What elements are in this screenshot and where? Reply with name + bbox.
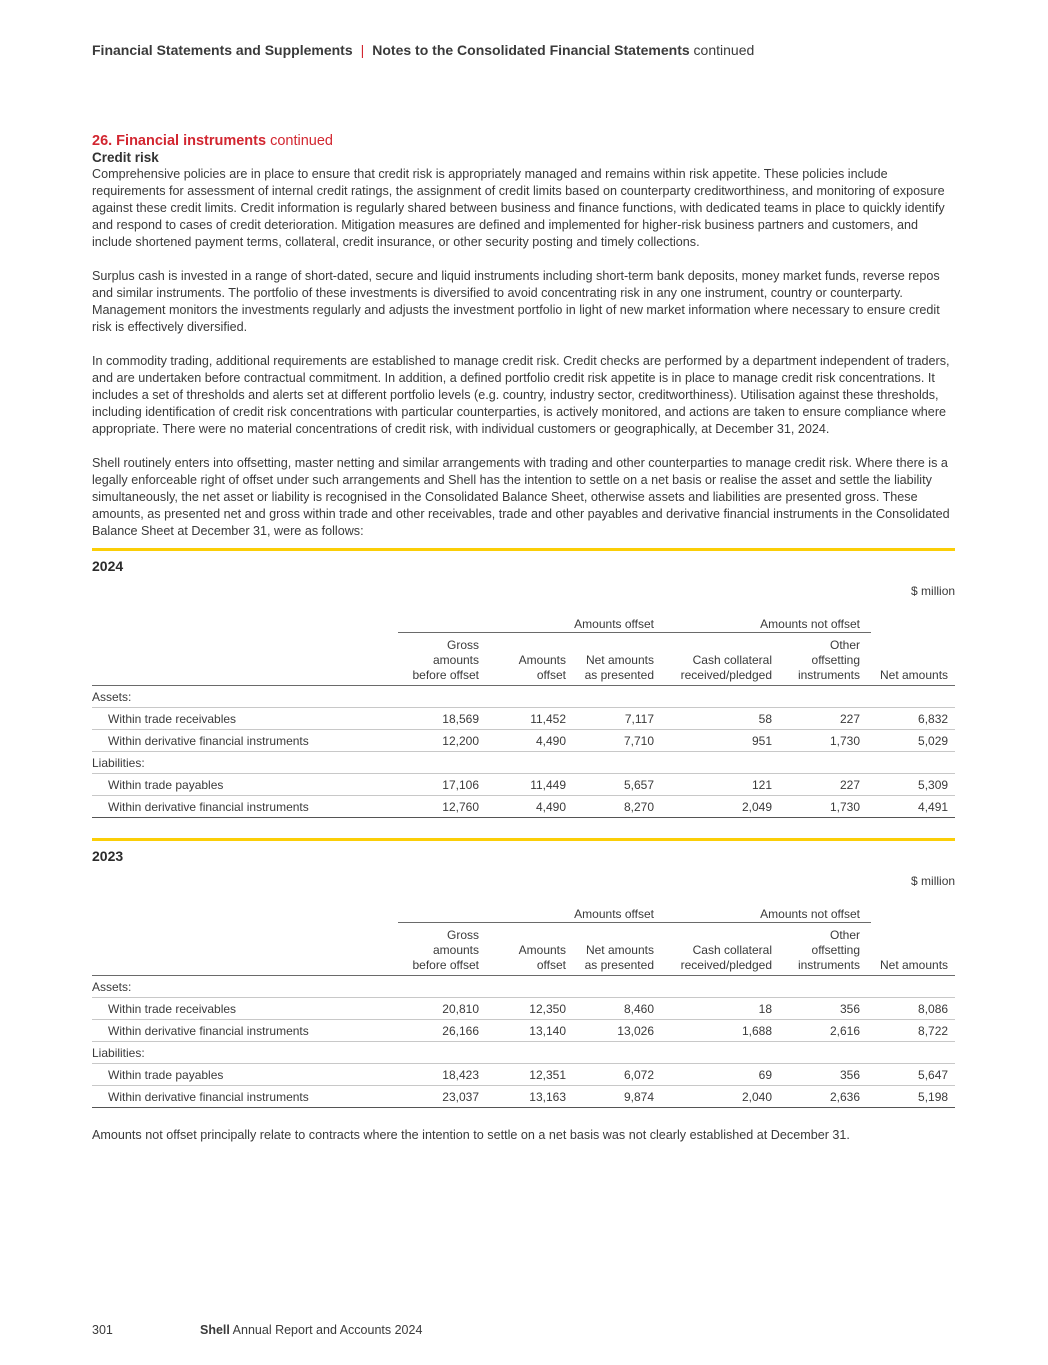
- cell: 5,029: [871, 730, 955, 752]
- table-row: [92, 796, 955, 818]
- cell: 8,270: [577, 796, 665, 818]
- cell: 5,309: [871, 774, 955, 796]
- cell: 4,490: [490, 796, 577, 818]
- row-label: Within derivative financial instruments: [92, 730, 398, 752]
- cell: 4,491: [871, 796, 955, 818]
- cell: 23,037: [398, 1086, 490, 1108]
- row-label: Within trade receivables: [92, 708, 398, 730]
- group-label: Liabilities:: [92, 752, 955, 774]
- cell: 1,688: [665, 1020, 783, 1042]
- unit-label: $ million: [911, 874, 956, 888]
- cell: 356: [783, 1064, 871, 1086]
- note-title: [92, 133, 955, 150]
- cell: 58: [665, 708, 783, 730]
- cell: 7,117: [577, 708, 665, 730]
- column-header: Cash collateral received/pledged: [665, 923, 783, 976]
- offsetting-table-2023: [92, 866, 955, 1108]
- column-header: Cash collateral received/pledged: [665, 633, 783, 686]
- cell: 11,449: [490, 774, 577, 796]
- column-header: Net amounts: [871, 923, 955, 976]
- cell: 1,730: [783, 730, 871, 752]
- row-label: Within trade payables: [92, 1064, 398, 1086]
- footer-report: Annual Report and Accounts 2024: [232, 1323, 423, 1337]
- cell: 8,086: [871, 998, 955, 1020]
- group-header-offset: Amounts offset: [398, 598, 665, 633]
- footnote: Amounts not offset principally relate to contracts where the intention to settle on a net basis was not clearly established at December 31.: [92, 1128, 850, 1142]
- table-2024-block: [92, 548, 955, 818]
- cell: 8,722: [871, 1020, 955, 1042]
- cell: 5,647: [871, 1064, 955, 1086]
- column-header: Amounts offset: [490, 633, 577, 686]
- cell: 12,351: [490, 1064, 577, 1086]
- table-row: [92, 1020, 955, 1042]
- column-header: Gross amounts before offset: [398, 633, 490, 686]
- cell: 69: [665, 1064, 783, 1086]
- cell: 356: [783, 998, 871, 1020]
- cell: 227: [783, 774, 871, 796]
- group-header-not-offset: Amounts not offset: [665, 598, 871, 633]
- cell: 18: [665, 998, 783, 1020]
- cell: 11,452: [490, 708, 577, 730]
- group-label: Assets:: [92, 686, 955, 708]
- header-section: Financial Statements and Supplements: [92, 42, 353, 58]
- column-header: Net amounts as presented: [577, 923, 665, 976]
- column-header: Amounts offset: [490, 923, 577, 976]
- table-row: [92, 1064, 955, 1086]
- page-number: 301: [92, 1323, 113, 1337]
- cell: 9,874: [577, 1086, 665, 1108]
- row-label: Within trade receivables: [92, 998, 398, 1020]
- cell: 12,350: [490, 998, 577, 1020]
- cell: 2,049: [665, 796, 783, 818]
- cell: 18,423: [398, 1064, 490, 1086]
- row-label: Within trade payables: [92, 774, 398, 796]
- cell: 6,832: [871, 708, 955, 730]
- header-continued: continued: [693, 42, 755, 58]
- row-label: Within derivative financial instruments: [92, 796, 398, 818]
- table-row: [92, 752, 955, 774]
- cell: 18,569: [398, 708, 490, 730]
- cell: 227: [783, 708, 871, 730]
- cell: 5,198: [871, 1086, 955, 1108]
- main-content: [92, 133, 955, 1144]
- table-row: [92, 998, 955, 1020]
- page-footer: [92, 1323, 422, 1337]
- column-header: Gross amounts before offset: [398, 923, 490, 976]
- footer-brand: Shell: [200, 1323, 230, 1337]
- group-label: Liabilities:: [92, 1042, 955, 1064]
- cell: 13,163: [490, 1086, 577, 1108]
- cell: 13,140: [490, 1020, 577, 1042]
- cell: 2,616: [783, 1020, 871, 1042]
- table-row: [92, 976, 955, 998]
- cell: 12,200: [398, 730, 490, 752]
- paragraph: Comprehensive policies are in place to ensure that credit risk is appropriately managed and remains within risk appetite. These policies include requirements for assessment of internal credit ratings, the assignment of credit limits based on counterparty creditworthiness, and monitoring of exposure against these credit limits. Credit information is regularly shared between business and finance functions, with dedicated teams in place to quickly identify and respond to cases of credit deterioration. Mitigation measures are defined and implemented for higher-risk business partners and customers, and include shortened payment terms, collateral, credit insurance, or other security posting and timely collections.: [92, 167, 945, 249]
- note-number-title: 26. Financial instruments: [92, 133, 267, 149]
- column-header: Net amounts: [871, 633, 955, 686]
- paragraph: Shell routinely enters into offsetting, master netting and similar arrangements with trading and other counterparties to manage credit risk. Where there is a legally enforceable right of offset under such arrangements and Shell has the intention to settle on a net basis or realise the asset and settle the liability simultaneously, the net asset or liability is recognised in the Consolidated Balance Sheet, otherwise assets and liabilities are presented gross. These amounts, as presented net and gross within trade and other receivables, trade and other payables and derivative financial instruments in the Consolidated Balance Sheet at December 31, were as follows:: [92, 456, 950, 538]
- header-subsection: Notes to the Consolidated Financial Statements: [372, 42, 690, 58]
- row-label: Within derivative financial instruments: [92, 1086, 398, 1108]
- group-header-offset: Amounts offset: [398, 888, 665, 923]
- cell: 12,760: [398, 796, 490, 818]
- cell: 6,072: [577, 1064, 665, 1086]
- note-continued: continued: [270, 133, 333, 149]
- table-year: 2024: [92, 558, 124, 574]
- table-row: [92, 1042, 955, 1064]
- table-row: [92, 708, 955, 730]
- table-row: [92, 730, 955, 752]
- cell: 26,166: [398, 1020, 490, 1042]
- table-row: [92, 1086, 955, 1108]
- cell: 951: [665, 730, 783, 752]
- cell: 2,040: [665, 1086, 783, 1108]
- cell: 17,106: [398, 774, 490, 796]
- page-header: [92, 42, 754, 58]
- column-header: Other offsetting instruments: [783, 633, 871, 686]
- table-year: 2023: [92, 848, 124, 864]
- column-header: Other offsetting instruments: [783, 923, 871, 976]
- cell: 2,636: [783, 1086, 871, 1108]
- group-header-not-offset: Amounts not offset: [665, 888, 871, 923]
- cell: 8,460: [577, 998, 665, 1020]
- cell: 20,810: [398, 998, 490, 1020]
- column-header: Net amounts as presented: [577, 633, 665, 686]
- cell: 13,026: [577, 1020, 665, 1042]
- cell: 5,657: [577, 774, 665, 796]
- cell: 121: [665, 774, 783, 796]
- offsetting-table-2024: [92, 576, 955, 818]
- table-row: [92, 774, 955, 796]
- paragraph: In commodity trading, additional requirements are established to manage credit risk. Credit checks are performed by a department independent of traders, and are undertaken before contractual commitment. In addition, a defined portfolio credit risk appetite is in place to manage credit risk concentrations. It includes a set of thresholds and alerts set at different portfolio levels (e.g. country, industry sector, creditworthiness). Utilisation against these thresholds, including identification of credit risk concentrations with particular counterparties, is actively monitored, and actions are taken to ensure compliance where appropriate. There were no material concentrations of credit risk, with individual customers or geographically, at December 31, 2024.: [92, 354, 950, 436]
- row-label: Within derivative financial instruments: [92, 1020, 398, 1042]
- cell: 1,730: [783, 796, 871, 818]
- paragraph: Surplus cash is invested in a range of short-dated, secure and liquid instruments including short-term bank deposits, money market funds, reverse repos and similar instruments. The portfolio of these investments is diversified to avoid concentrating risk in any one instrument, country or counterparty. Management monitors the investments regularly and adjusts the investment portfolio in light of new market information where necessary to ensure credit risk is effectively diversified.: [92, 269, 940, 334]
- cell: 4,490: [490, 730, 577, 752]
- cell: 7,710: [577, 730, 665, 752]
- unit-label: $ million: [911, 584, 956, 598]
- subheading: Credit risk: [92, 150, 159, 165]
- table-2023-block: [92, 838, 955, 1108]
- group-label: Assets:: [92, 976, 955, 998]
- table-row: [92, 686, 955, 708]
- header-separator: |: [360, 42, 365, 58]
